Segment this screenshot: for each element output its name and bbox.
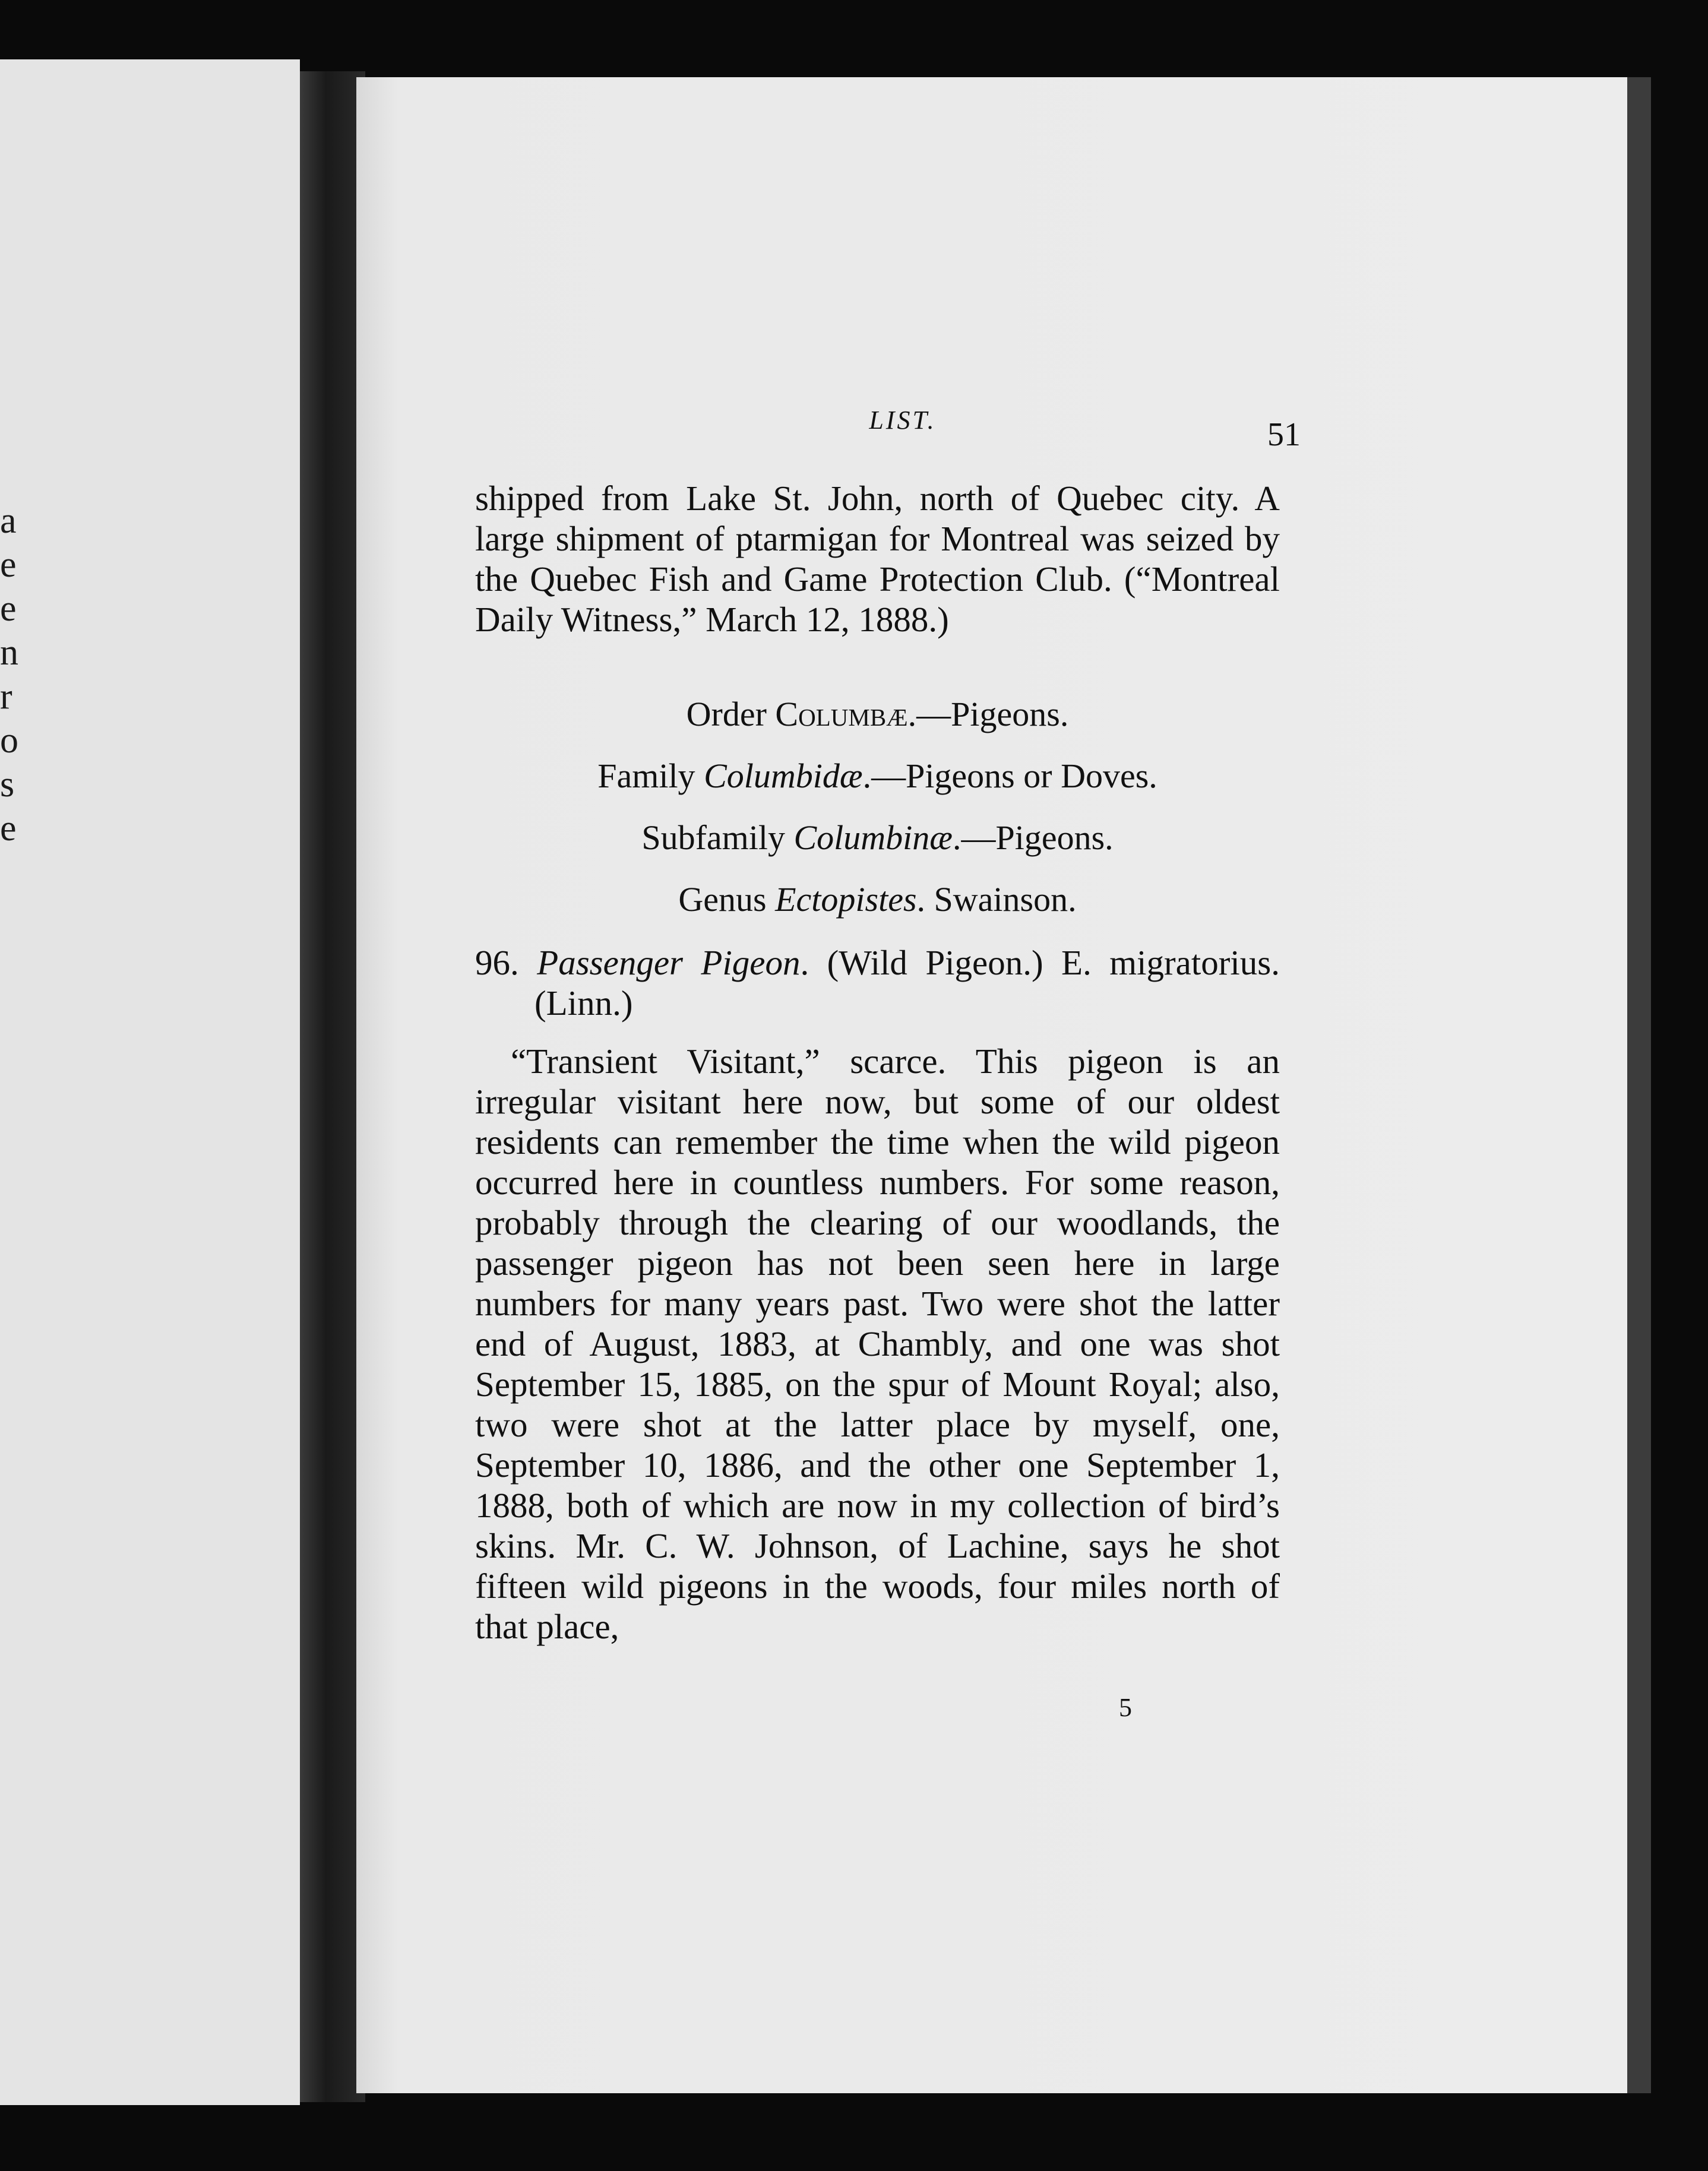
running-title: LIST. (869, 406, 937, 435)
species-common-name: Passenger Pigeon (537, 943, 801, 982)
family-prefix: Family (597, 757, 704, 795)
edge-letter: e (0, 545, 17, 585)
genus-authority: . Swainson. (916, 880, 1077, 919)
book-binding-gutter (300, 71, 365, 2102)
order-common: .—Pigeons. (907, 695, 1069, 733)
edge-letter: a (0, 501, 17, 541)
edge-letter: e (0, 588, 17, 629)
opening-paragraph: shipped from Lake St. John, north of Quebec city. A large shipment of ptarmigan for Montreal was seized by the Quebec Fish and Game Protection Club. (“Montreal Daily Witness,” March 12, 1888.) (475, 479, 1280, 639)
genus-prefix: Genus (678, 880, 776, 919)
previous-page-edge-text (0, 499, 18, 850)
genus-name: Ectopistes (775, 880, 917, 919)
order-prefix: Order (686, 695, 776, 733)
edge-letter: r (0, 676, 12, 717)
subfamily-common: .—Pigeons. (952, 818, 1114, 857)
edge-letter: o (0, 720, 18, 761)
family-common: .—Pigeons or Doves. (862, 757, 1157, 795)
page-text (475, 478, 1280, 1647)
family-heading (475, 756, 1280, 796)
order-name: Columbæ (775, 695, 908, 733)
signature-mark: 5 (1119, 1693, 1132, 1722)
page-edge-shadow (1627, 77, 1651, 2093)
edge-letter: n (0, 632, 18, 673)
species-entry (475, 942, 1280, 1023)
order-heading (475, 694, 1280, 735)
subfamily-prefix: Subfamily (641, 818, 794, 857)
species-rest: . (Wild Pigeon.) E. migratorius. (Linn.) (534, 943, 1280, 1023)
previous-page (0, 59, 300, 2105)
species-number: 96. (475, 943, 537, 982)
genus-heading (475, 879, 1280, 920)
page-number: 51 (1267, 416, 1301, 453)
subfamily-heading (475, 818, 1280, 858)
subfamily-name: Columbinæ (793, 818, 953, 857)
edge-letter: e (0, 808, 17, 849)
edge-letter: s (0, 764, 15, 805)
family-name: Columbidæ (704, 757, 863, 795)
species-description: “Transient Visitant,” scarce. This pigeon is an irregular visitant here now, but some of our oldest residents can remember the time when the wild pigeon occurred here in countless numbers. For some reason, probably through the clearing of our woodlands, the passenger pigeon has not been seen here in large numbers for many years past. Two were shot the latter end of August, 1883, at Chambly, and one was shot September 15, 1885, on the spur of Mount Royal; also, two were shot at the latter place by myself, one, September 10, 1886, and the other one September 1, 1888, both of which are now in my collection of bird’s skins. Mr. C. W. Johnson, of Lachine, says he shot fifteen wild pigeons in the woods, four miles north of that place, (475, 1042, 1280, 1646)
